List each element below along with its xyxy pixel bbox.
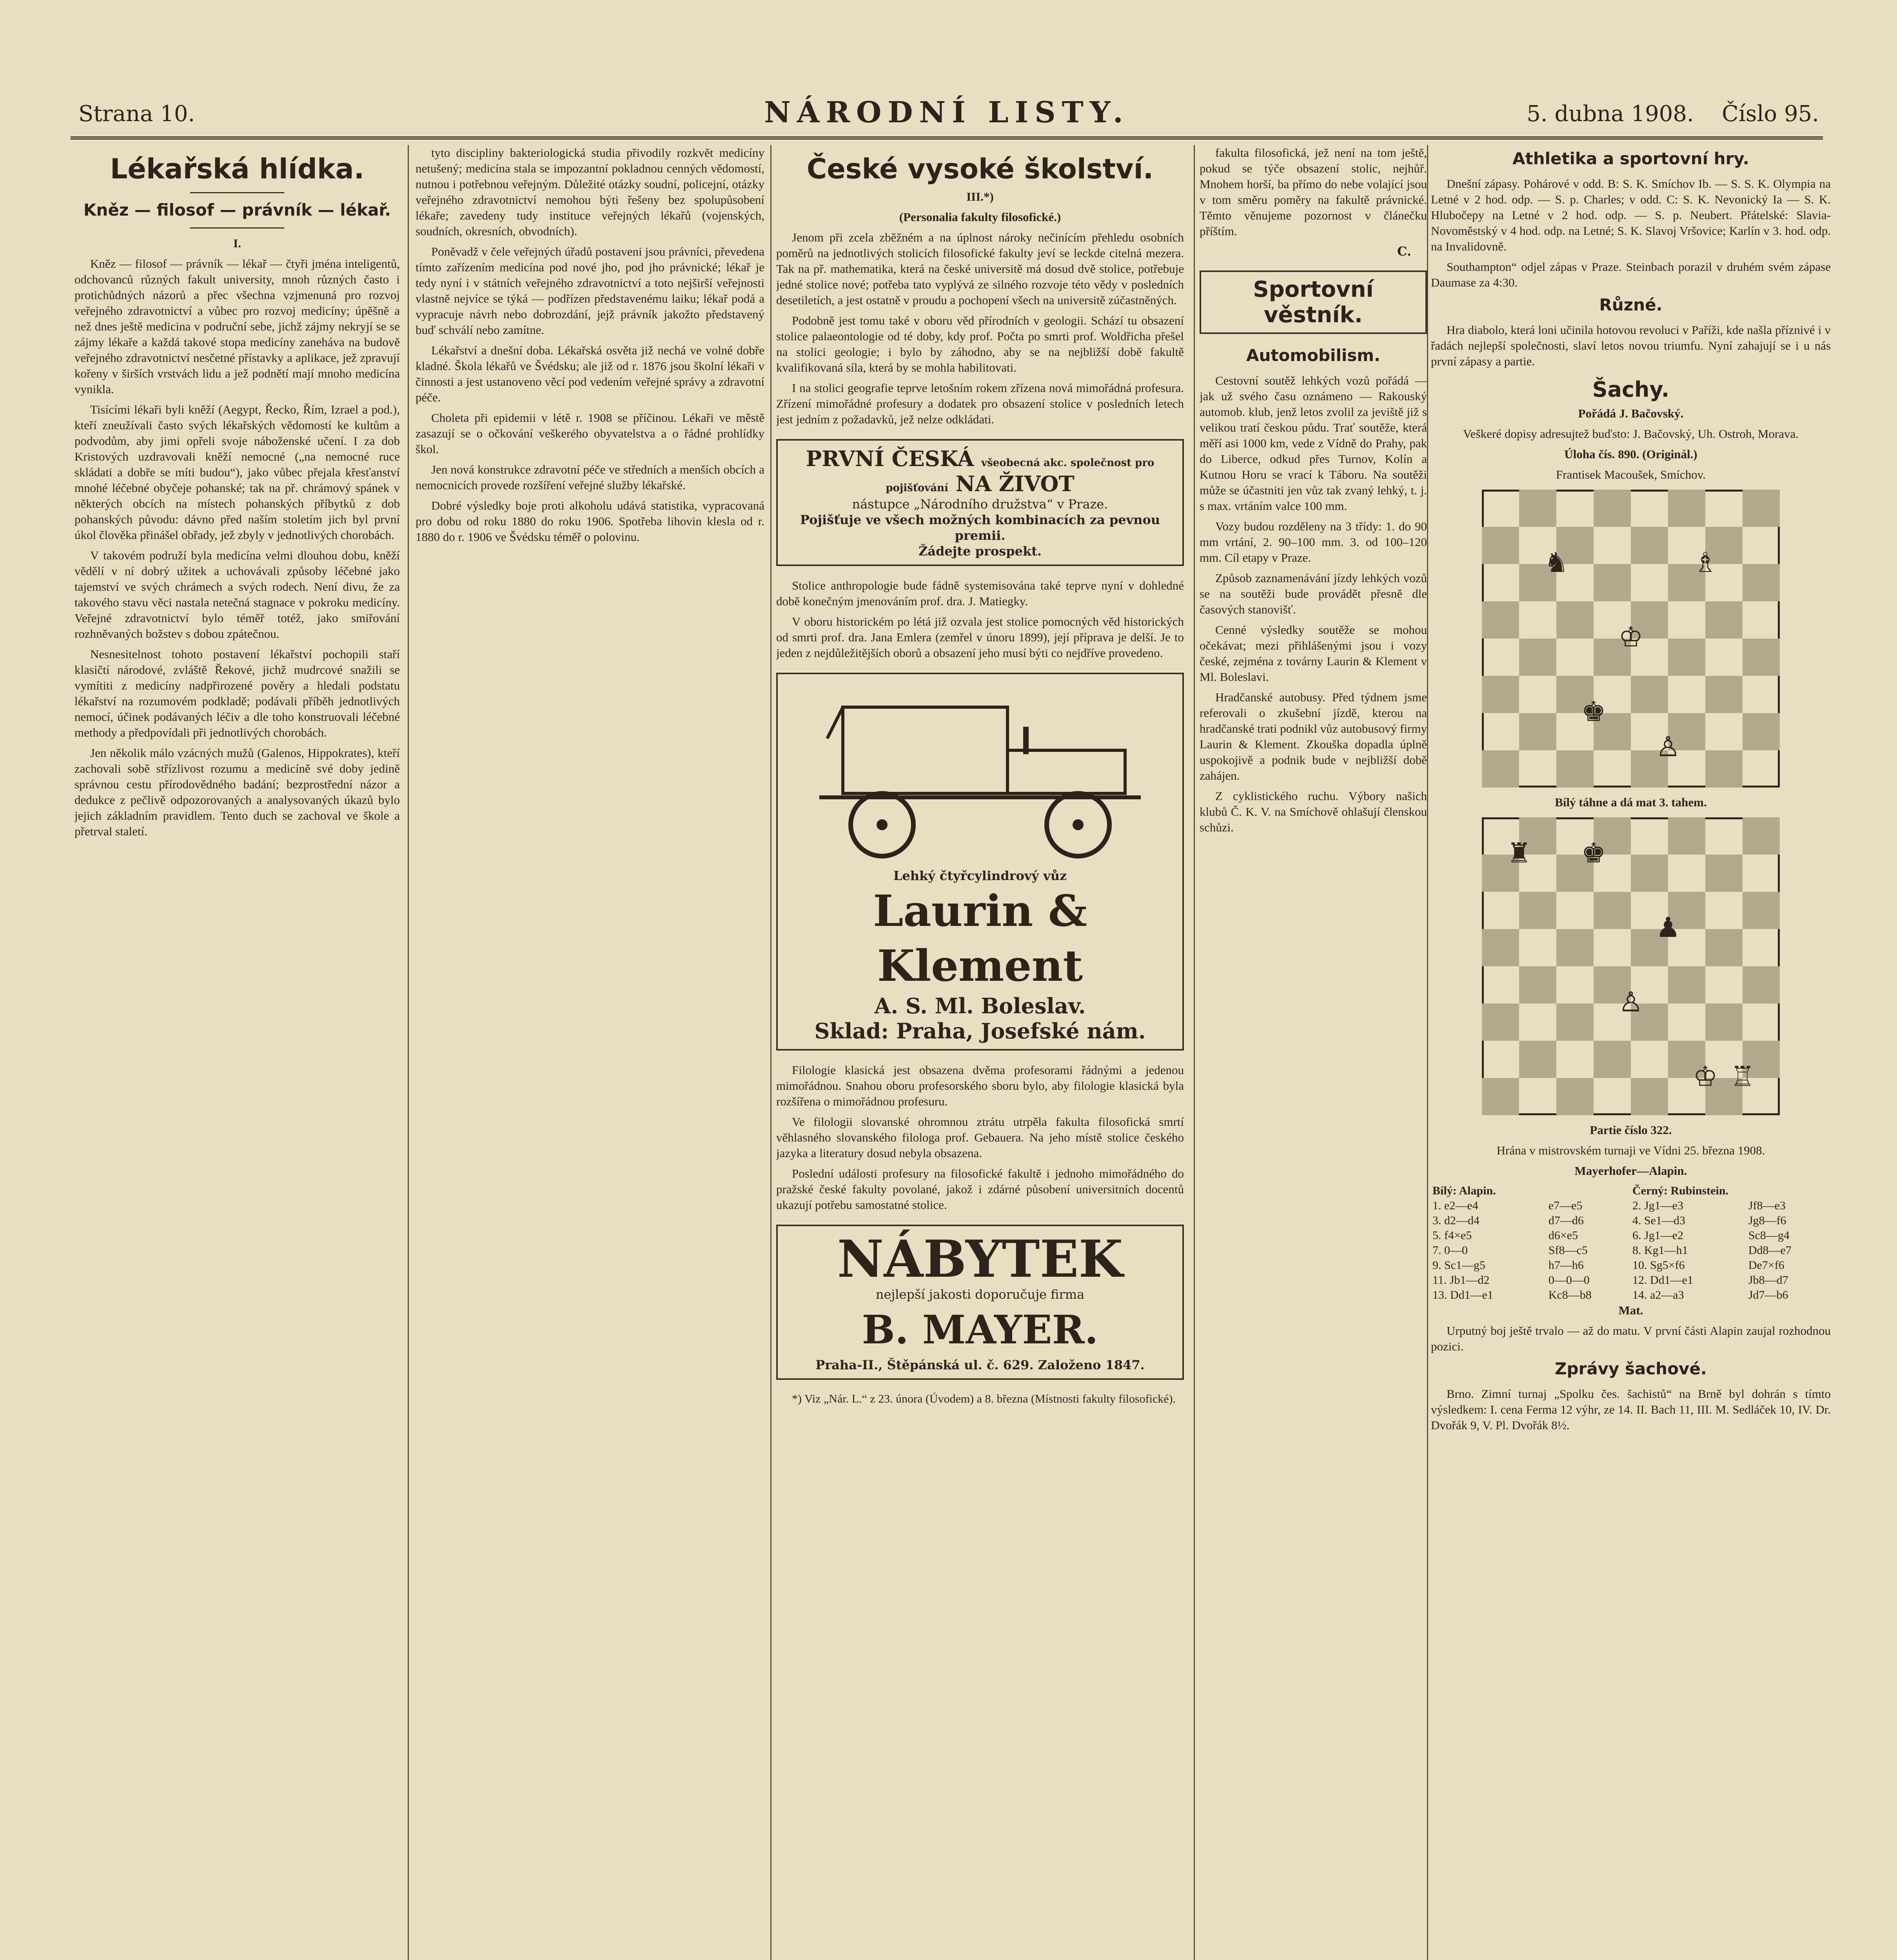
ad-cta: Žádejte prospekt. xyxy=(918,544,1042,559)
move: Jd7—b6 xyxy=(1748,1289,1788,1301)
move: 13. Dd1—e1 xyxy=(1432,1289,1493,1301)
column-medical xyxy=(74,145,400,1960)
move: 4. Se1—d3 xyxy=(1632,1214,1685,1227)
svg-text:♞: ♞ xyxy=(1544,546,1569,579)
article-heading: Lékařská hlídka. xyxy=(110,153,365,185)
svg-text:♟: ♟ xyxy=(1656,911,1681,944)
ad-furniture-title: NÁBYTEK xyxy=(837,1229,1123,1289)
move-row xyxy=(1431,1258,1831,1273)
move: Dd8—e7 xyxy=(1748,1244,1792,1257)
move-row xyxy=(1431,1228,1831,1243)
paragraph: Podobně jest tomu také v oboru věd přírodních v geologii. Schází tu obsazení stolice palaeontologie od té doby, kdy prof. Počta po smrti prof. Woldřicha přešel na stolici geologie; i bylo by záhodno, aby se na nejbližší době fakultě kvalifikovaná síla, která by se mohla habilitovati. xyxy=(776,314,1184,374)
dark-square xyxy=(1668,490,1705,527)
dark-square xyxy=(1519,713,1556,750)
chess-editor: Pořádá J. Bačovský. xyxy=(1578,407,1684,420)
paragraph: Jen několik málo vzácných mužů (Galenos, Hippokrates), kteří zachovali sobě střízlivost rozumu a medicíně své doby jedině správnou cestu přírodovědného badání; bezprostřední názor a dedukce z pečlivě odpozorovaných a analysovaných úkazů bylo jejich základním pravidlem. Tento duch se zachoval ve škole a přetrval staletí. xyxy=(74,746,400,838)
issue-number: Číslo 95. xyxy=(1722,101,1819,127)
dark-square xyxy=(1482,1078,1519,1115)
paragraph: Dnešní zápasy. Pohárové v odd. B: S. K. Smíchov Ib. — S. S. K. Olympia na Letné v 2 hod. odp. — S. p. Charles; v odd. C: S. K. Nevonický Ia — S. K. Hlubočepy na Letné v 2 hod. odp. — S. p. Neubert. Přátelské: Slavia-Novoměstský v 4 hod. odp. na Letné; S. K. Slavoj Vršovice; Karlín v 3. hod. odp. na Invalidovně. xyxy=(1431,177,1831,253)
move: Kc8—b8 xyxy=(1548,1289,1592,1301)
svg-text:♙: ♙ xyxy=(1656,731,1681,763)
page-number: Strana 10. xyxy=(78,101,195,127)
game-result: Mat. xyxy=(1618,1303,1643,1317)
dark-square xyxy=(1668,966,1705,1004)
chess-diagram xyxy=(1482,490,1780,788)
paragraph: Brno. Zimní turnaj „Spolku čes. šachistů“ na Brně byl dohrán s tímto výsledkem: I. cena Ferma 12 výhr, ze 14. II. Bach 11, III. M. Sedláček 10, IV. Dr. Dvořák 9, V. Pl. Dvořák 8½. xyxy=(1431,1387,1831,1432)
dark-square xyxy=(1631,855,1668,892)
dark-square xyxy=(1705,601,1743,639)
paragraph: Hra diabolo, která loni učinila hotovou revoluci v Paříži, kde našla příznivé i v řadách nejlepší společnosti, slaví letos novou triumfu. Nyní zahajují se i u nás první zápasy a partie. xyxy=(1431,323,1831,368)
dark-square xyxy=(1743,564,1780,601)
paragraph: fakulta filosofická, jež není na tom ještě, pokud se týče obsazení stolic, nejhůř. Mnohem horší, ba přímo do nebe volající jsou v tom směru poměry na fakultě právnické. Těmto věnujeme pozornost v článečku příštím. xyxy=(1200,146,1427,238)
dark-square xyxy=(1631,676,1668,713)
svg-text:♔: ♔ xyxy=(1618,621,1643,653)
svg-text:♙: ♙ xyxy=(1618,986,1643,1018)
column-rule xyxy=(1194,145,1195,1960)
dark-square xyxy=(1556,601,1594,639)
move: De7×f6 xyxy=(1748,1259,1784,1272)
move-row xyxy=(1431,1288,1831,1303)
paragraph: Ve filologii slovanské ohromnou ztrátu utrpěla fakulta filosofická smrtí věhlasného slovanského filologa prof. Gebauera. Na jeho místě stolice českého jazyka a literatury dosud nebyla obsazena. xyxy=(776,1115,1184,1160)
signature: C. xyxy=(1397,244,1411,259)
dark-square xyxy=(1556,1078,1594,1115)
column-medical-continued xyxy=(416,145,764,1960)
dark-square xyxy=(1631,527,1668,564)
move: 2. Jg1—e3 xyxy=(1632,1199,1683,1212)
move-row xyxy=(1431,1273,1831,1288)
dark-square xyxy=(1668,817,1705,855)
moves-header-row xyxy=(1431,1183,1831,1198)
svg-text:♗: ♗ xyxy=(1693,546,1718,579)
paragraph: Jen nová konstrukce zdravotní péče ve středních a menších obcích a nemocnicích provede rozšíření veřejné služby lékařské. xyxy=(416,463,764,492)
dark-square xyxy=(1482,1004,1519,1041)
paragraph: V oboru historickém po létá již ozvala jest stolice pomocných věd historických od smrti prof. dra. Jana Emlera (zemřel v únoru 1899), její příprava je delší. Je to jeden z nejdůležitějších oborů a obsazení jeho musí býti co nejdříve provedeno. xyxy=(776,615,1184,660)
dark-square xyxy=(1705,929,1743,966)
divider xyxy=(190,227,284,229)
dark-square xyxy=(1705,750,1743,788)
paragraph: Jenom při zcela zběžném a na úplnost nároky nečinícím přehledu osobních poměrů na jednotlivých stolicích filosofické fakulty jeví se leckde citelná mezera. Tak na př. mathematika, která na české universitě má dosud dvě stolice, potřebuje jedné stolice nové; potřeba tato vyplývá ze silného rozvoje této vědy v posledních desetiletích, a jest ostatně v proudu a pochopení všech na universitě zúčastněných. xyxy=(776,230,1184,307)
ad-title-left: PRVNÍ ČESKÁ xyxy=(806,446,974,471)
svg-text:♚: ♚ xyxy=(1581,695,1606,728)
column-rule xyxy=(1427,145,1428,1960)
dark-square xyxy=(1482,601,1519,639)
dark-square xyxy=(1668,639,1705,676)
column-rule xyxy=(408,145,409,1960)
ad-furniture-brand: B. MAYER. xyxy=(862,1307,1098,1353)
column-athletics-chess xyxy=(1431,145,1831,1960)
paragraph: Stolice anthropologie bude fádně systemisována také teprve nyní v dohledné době konečným jmenováním prof. dra. J. Matiegky. xyxy=(776,579,1184,608)
move: 11. Jb1—d2 xyxy=(1432,1274,1490,1287)
dark-square xyxy=(1519,1041,1556,1078)
move: 7. 0—0 xyxy=(1432,1244,1468,1257)
dark-square xyxy=(1556,750,1594,788)
ad-furniture-address: Praha-II., Štěpánská ul. č. 629. Založeno 1847. xyxy=(815,1357,1145,1372)
paragraph: Lékařství a dnešní doba. Lékařská osvěta již nechá ve volné dobře kladné. Škola lékařů ve Švédsku; ale již od r. 1876 jsou školní lékaři v činnosti a jest ustanoveno věcí pod vedením veřejné správy a zdravotní péče. xyxy=(416,343,764,404)
section-heading: Athletika a sportovní hry. xyxy=(1512,149,1749,168)
paragraph: Kněz — filosof — právník — lékař — čtyři jména inteligentů, odchovanců různých fakult university, mnoh různých často i protichůdných názorů a přec všechna vzjmenuná pro rozvoj veřejného zdravotnictví a vůbec pro rozvoj medicíny; úpěšně a než dnes ještě medicina v područní sebe, jichž zájmy nekryjí se se zájmy lékaře a každá takové stopa medicíny zaneháva na budově veřejného zdravotnictví nesčetné přístavky a aplikace, jež zpravují kořeny v širších vrstvách lidu a jež podnětí mají mnoho medicína vynikla. xyxy=(74,257,400,396)
paragraph: Poslední události profesury na filosofické fakultě i jednoho mimořádného do pražské české fakulty povolané, jakož i zdárné působení universitních docentů ukazují potřebu samostatné stolice. xyxy=(776,1167,1184,1212)
column-sport xyxy=(1200,145,1427,1960)
dark-square xyxy=(1743,713,1780,750)
ad-car-city: A. S. Ml. Boleslav. xyxy=(874,993,1086,1018)
paragraph: V takovém podruží byla medicína velmi dlouhou dobu, kněží vědělí v ní dobrý užitek a uchovávali způsoby léčebné jako tajemství ve svých chrámech a svých rodech. Není divu, že za takového stavu věci nastala netečná stagnace v pokroku medicíny. Veřejné zdravotnictví bylo téměř totéž, jako smiřování rozhněvaných božstev s dobou zpátečnou. xyxy=(74,548,400,641)
section-number: III.*) xyxy=(966,190,994,203)
dark-square xyxy=(1594,490,1631,527)
ad-car-store: Sklad: Praha, Josefské nám. xyxy=(814,1018,1146,1044)
dark-square xyxy=(1556,1004,1594,1041)
section-subheading: Automobilism. xyxy=(1246,346,1380,365)
column-university xyxy=(776,145,1184,1960)
section-heading: Různé. xyxy=(1599,295,1663,314)
date: 5. dubna 1908. xyxy=(1527,101,1694,127)
section-heading: Zprávy šachové. xyxy=(1555,1359,1707,1378)
move: 0—0—0 xyxy=(1548,1274,1590,1287)
issue-date xyxy=(1527,101,1819,127)
dark-square xyxy=(1743,966,1780,1004)
moves-table xyxy=(1431,1183,1831,1303)
section-number: I. xyxy=(233,236,241,250)
paragraph: Poněvadž v čele veřejných úřadů postaveni jsou právníci, převedena tímto zařízením medicína pod nové jho, pod jho právnické; lékař je tedy nyní i v státních veřejného zdravotnictví a toto nejširší veřejnosti vlastně nejvíce se týká — podřízen představenému laiku; lékař podá a vypracuje návrh nebo dobrozdání, jejž právník jakožto představený buď schválí nebo zamítne. xyxy=(416,245,764,337)
ad-car-brand: Laurin & Klement xyxy=(873,886,1087,991)
masthead xyxy=(71,93,1823,140)
dark-square xyxy=(1705,855,1743,892)
dark-square xyxy=(1631,1078,1668,1115)
move: 9. Sc1—g5 xyxy=(1432,1259,1485,1272)
svg-text:♔: ♔ xyxy=(1693,1060,1718,1093)
move: 6. Jg1—e2 xyxy=(1632,1229,1683,1242)
move: Sc8—g4 xyxy=(1748,1229,1790,1242)
car-illustration xyxy=(796,684,1164,864)
ad-furniture-sub: nejlepší jakosti doporučuje firma xyxy=(875,1287,1085,1302)
dark-square xyxy=(1482,676,1519,713)
dark-square xyxy=(1482,750,1519,788)
paragraph: tyto discipliny bakteriologická studia přivodily rozkvět medicíny netušený; medicína stala se impozantní pokladnou cenných vědomostí, nutnou i potřebnou veřejným. Důležité otázky soudní, policejní, otázky veřejného zdravotnictví nemohou býti řešeny bez spolupůsobení lékaře; zavedeny tudy instituce veřejných lékařů (vojenských, soudních, okresních, obvodních). xyxy=(416,146,764,238)
ad-subtitle: nástupce „Národního družstva“ v Praze. xyxy=(852,497,1108,512)
move-row xyxy=(1431,1213,1831,1228)
chess-heading: Šachy. xyxy=(1592,377,1670,402)
move-row xyxy=(1431,1198,1831,1213)
ad-title-middle: všeobecná akc. společnost pro pojišťování xyxy=(886,457,1155,494)
footnote: *) Viz „Nár. L.“ z 23. února (Úvodem) a 8. března (Místnosti fakulty filosofické). xyxy=(792,1392,1176,1405)
svg-text:♜: ♜ xyxy=(1507,837,1532,869)
paragraph: Nesnesitelnost tohoto postavení lékařství pochopili staří klasičtí národové, zvláště Řekové, jichž mudrcové snažili se vymítiti z medicíny nadpřirozené pověry a hledali podstatu lékařství na rozumovém podkladě; podávali příběh jednotlivých nemocí, účinek podávaných léčiv a dle toho konstruovali léčebné methody a předpovídali při jednotlivých chorobách. xyxy=(74,647,400,739)
paragraph: Cestovní soutěž lehkých vozů pořádá — jak už svého času oznámeno — Rakouský automob. klub, jenž letos zvolil za jeviště již s velikou tratí českou půdu. Trať soutěže, která měří asi 1000 km, vede z Vídně do Prahy, pak do Liberce, odkud přes Turnov, Kolín a Kutnou Horu se vrací k Táboru. Na soutěži může se účastniti jen vůz tak zvaný lehký, t. j. s max. vrtáním valce 100 mm. xyxy=(1200,374,1427,513)
problem-title: Úloha čís. 890. (Originál.) xyxy=(1564,447,1697,461)
furniture-ad xyxy=(776,1225,1184,1380)
svg-text:♖: ♖ xyxy=(1730,1060,1755,1093)
dark-square xyxy=(1743,490,1780,527)
newspaper-title: NÁRODNÍ LISTY. xyxy=(764,96,1129,129)
problem-author: Frantisek Macoušek, Smíchov. xyxy=(1556,468,1706,481)
move-row xyxy=(1431,1243,1831,1258)
move: e7—e5 xyxy=(1548,1199,1583,1212)
car-ad xyxy=(776,673,1184,1051)
sport-heading-box xyxy=(1200,270,1427,334)
game-head: Hrána v mistrovském turnaji ve Vídni 25. března 1908. xyxy=(1496,1143,1765,1157)
dark-square xyxy=(1743,892,1780,929)
move: Jg8—f6 xyxy=(1748,1214,1786,1227)
dark-square xyxy=(1482,527,1519,564)
move: 1. e2—e4 xyxy=(1432,1199,1478,1212)
move: 5. f4×e5 xyxy=(1432,1229,1472,1242)
dark-square xyxy=(1519,490,1556,527)
section-heading: Sportovní věstník. xyxy=(1253,277,1374,328)
game-title: Partie číslo 322. xyxy=(1590,1123,1672,1137)
white-label: Bílý: Alapin. xyxy=(1432,1184,1496,1197)
article-subheading: (Personalia fakulty filosofické.) xyxy=(899,210,1061,224)
paragraph: Vozy budou rozděleny na 3 třídy: 1. do 90 mm vrtání, 2. 90–100 mm. 3. od 100–120 mm. Cíl etapy v Praze. xyxy=(1200,519,1427,564)
dark-square xyxy=(1482,929,1519,966)
dark-square xyxy=(1594,892,1631,929)
paragraph: Choleta při epidemii v létě r. 1908 se příčinou. Lékaři ve městě zasazují se o očkování veškerého obyvatelstva a o řádné prohlídky škol. xyxy=(416,411,764,456)
svg-text:♚: ♚ xyxy=(1581,837,1606,869)
paragraph: Urputný boj ještě trvalo — až do matu. V první části Alapin zaujal rozhodnou pozici. xyxy=(1431,1324,1831,1353)
dark-square xyxy=(1594,1041,1631,1078)
move: Jf8—e3 xyxy=(1748,1199,1786,1212)
move: Jb8—d7 xyxy=(1748,1274,1788,1287)
dark-square xyxy=(1705,676,1743,713)
move: d6×e5 xyxy=(1548,1229,1578,1242)
dark-square xyxy=(1594,564,1631,601)
move: 8. Kg1—h1 xyxy=(1632,1244,1688,1257)
move: d7—d6 xyxy=(1548,1214,1584,1227)
move: h7—h6 xyxy=(1548,1259,1584,1272)
game-players: Mayerhofer—Alapin. xyxy=(1574,1164,1687,1178)
chess-diagram-game xyxy=(1482,817,1780,1115)
dark-square xyxy=(1743,817,1780,855)
paragraph: Dobré výsledky boje proti alkoholu udává statistika, vypracovaná pro dobu od roku 1880 do roku 1906. Spotřeba lihovin klesla od r. 1880 do r. 1906 ve Švédsku téměř o polovinu. xyxy=(416,499,764,544)
move: 3. d2—d4 xyxy=(1432,1214,1479,1227)
article-heading: České vysoké školství. xyxy=(806,153,1154,185)
move: 14. a2—a3 xyxy=(1632,1289,1684,1301)
move: 10. Sg5×f6 xyxy=(1632,1259,1685,1272)
paragraph: Z cyklistického ruchu. Výbory našich klubů Č. K. V. na Smíchově ohlašují členskou schůzi. xyxy=(1200,789,1427,834)
dark-square xyxy=(1556,929,1594,966)
ad-line: Pojišťuje ve všech možných kombinacích za pevnou premii. xyxy=(800,512,1160,543)
paragraph: Southampton“ odjel zápas v Praze. Steinbach porazil v druhém svém zápase Daumase za 4:30. xyxy=(1431,260,1831,289)
dark-square xyxy=(1519,639,1556,676)
dark-square xyxy=(1705,1004,1743,1041)
paragraph: I na stolici geografie teprve letošním rokem zřízena nová mimořádná profesura. Zřízení mimořádné profesury a dodatek pro obsazení stolice v posledních letech jest jedním z požadavků, jež nelze odkládati. xyxy=(776,381,1184,426)
problem-caption: Bílý táhne a dá mat 3. tahem. xyxy=(1555,795,1707,809)
black-label: Černý: Rubinstein. xyxy=(1632,1184,1729,1197)
divider xyxy=(190,192,284,193)
dark-square xyxy=(1519,966,1556,1004)
article-subheading: Kněz — filosof — právník — lékař. xyxy=(83,200,391,220)
paragraph: Hradčanské autobusy. Před týdnem jsme referovali o zkušební jízdě, kterou na hradčanské trati podnikl vůz autobusový firmy Laurin & Klement. Zkouška dopadla úplně uspokojivě a podnik bude v nejbližší době zahájen. xyxy=(1200,690,1427,782)
column-rule xyxy=(770,145,772,1960)
paragraph: Filologie klasická jest obsazena dvěma profesorami řádnými a jedenou mimořádnou. Snahou oboru profesorského sboru bylo, aby filologie klasická byla rozšířena o mimořádnou profesuru. xyxy=(776,1063,1184,1108)
chess-note: Veškeré dopisy adresujtež buďsto: J. Bačovský, Uh. Ostroh, Morava. xyxy=(1463,427,1799,441)
ad-car-sub: Lehký čtyřcylindrový vůz xyxy=(893,868,1067,883)
insurance-ad xyxy=(776,439,1184,566)
ad-insurance-title xyxy=(783,446,1177,496)
dark-square xyxy=(1519,892,1556,929)
move: 12. Dd1—e1 xyxy=(1632,1274,1693,1287)
paragraph: Způsob zaznamenávání jízdy lehkých vozů se na soutěži bude provádět přesně dle časových stanovišť. xyxy=(1200,571,1427,616)
ad-title-right: NA ŽIVOT xyxy=(955,471,1075,496)
paragraph: Tisícími lékaři byli kněží (Aegypt, Řecko, Řím, Izrael a pod.), kteří zneužívali často svých lékařských vědomostí ke kultům a podvodům, aby jimi opřeli svoje náboženské učení. I za dob Kristových uzdravovali kněží nemocné („na nemocné ruce skládati a dobře se míti budou“), jako vůbec přejala křesťanství mnohé léčebné obyčeje pohanské; tak na př. chrámový spánek v některých obcích na místech pohanských příbytků z dob pohanských původu: dávno před naším stoletím jich byl první úkol člověka přinášel obřady, jež zbyly v jednotlivých chorobách. xyxy=(74,403,400,542)
paragraph: Cenné výsledky soutěže se mohou očekávat; mezi přihlášenými jsou i vozy české, zejména z továrny Laurin & Klement v Ml. Boleslavi. xyxy=(1200,623,1427,684)
dark-square xyxy=(1743,639,1780,676)
move: Sf8—c5 xyxy=(1548,1244,1588,1257)
